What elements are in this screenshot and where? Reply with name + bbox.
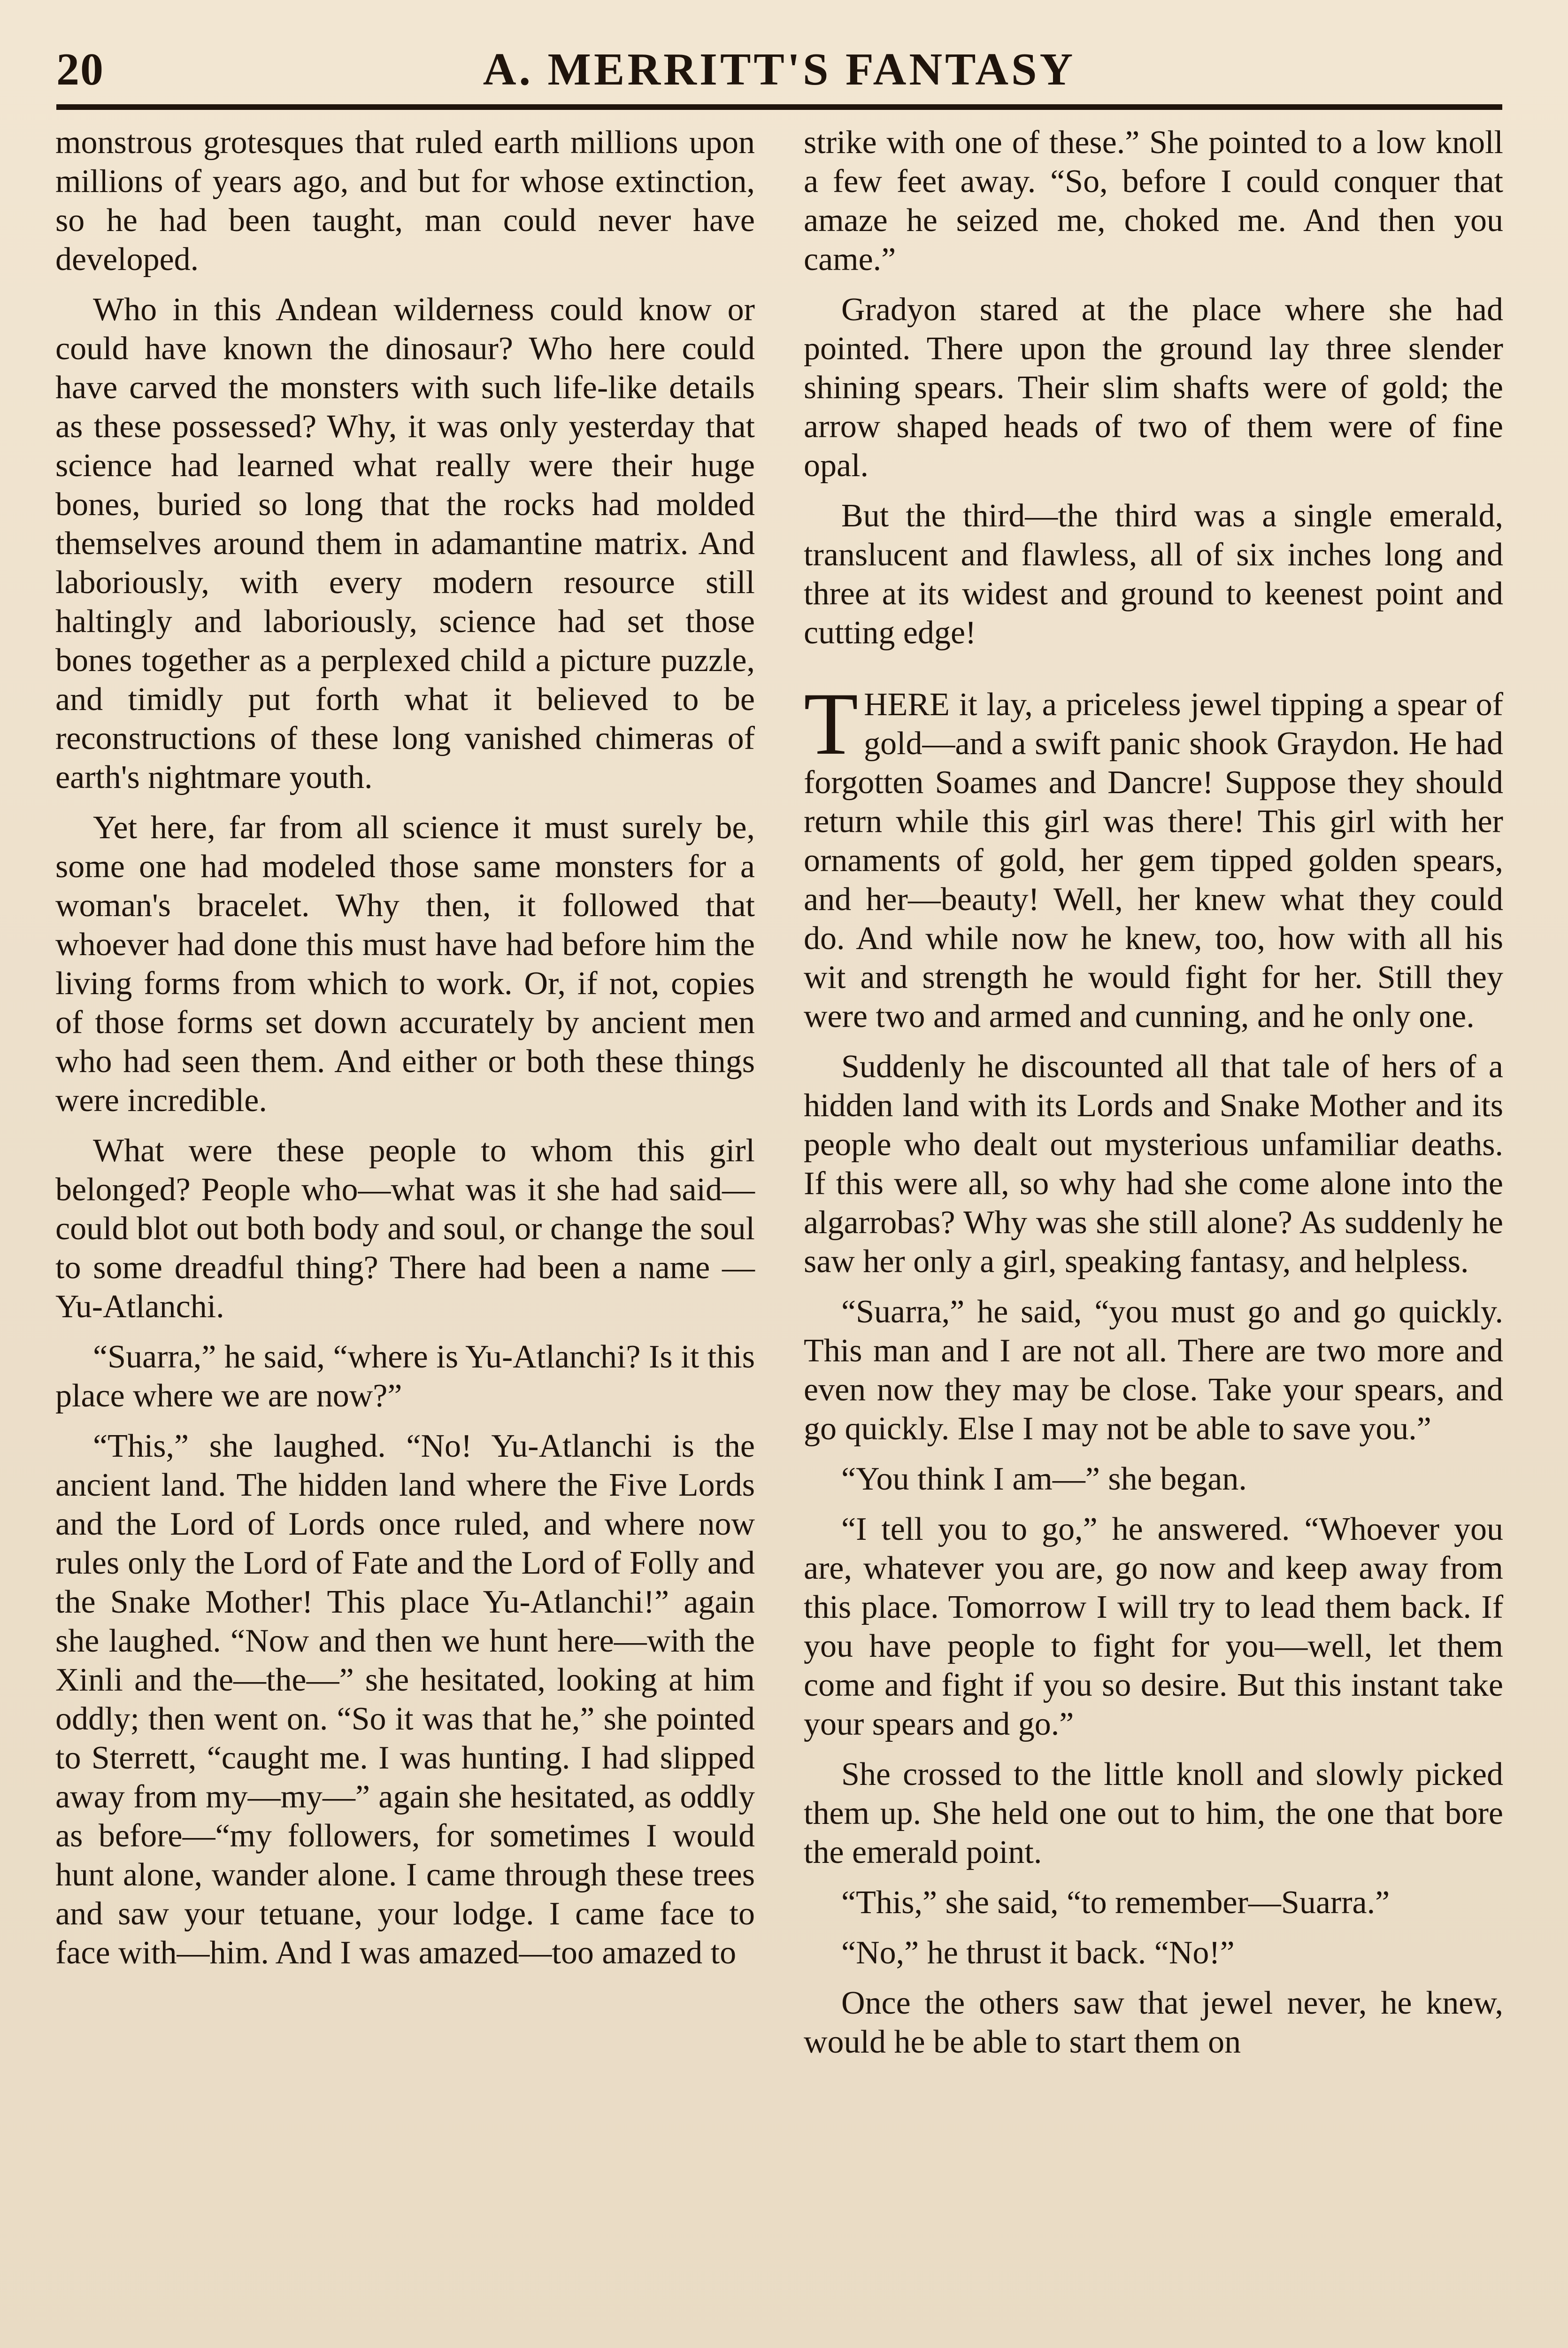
drop-cap: T <box>804 675 859 773</box>
paragraph: “This,” she said, “to remember—Suarra.” <box>841 1885 1390 1921</box>
paragraph: Once the others saw that jewel never, he knew, would he be able to start them on <box>804 1985 1503 2060</box>
section-text: HERE it lay, a priceless jewel tipping a spear of gold—and a swift panic shook Graydon. He had forgotten Soames and Dancre! Suppose they should return while this girl was there! This girl with her ornaments of gold, her gem tipped golden spears, and her—beauty! Well, her knew what they could do. And while now he knew, too, how with all his wit and strength he would fight for her. Still they were two and armed and cunning, and he only one. <box>804 687 1503 1035</box>
paragraph: “I tell you to go,” he answered. “Whoever you are, whatever you are, go now and keep away from this place. Tomorrow I will try to lead them back. If you have people to fight for you—well, let them come and fight if you so desire. But this instant take your spears and go.” <box>804 1511 1503 1742</box>
right-column <box>804 123 1503 2073</box>
paragraph: monstrous grotesques that ruled earth millions upon millions of years ago, and but for whose extinction, so he had been taught, man could never have developed. <box>55 124 755 278</box>
paragraph: strike with one of these.” She pointed to a low knoll a few feet away. “So, before I could conquer that amaze he seized me, choked me. And then you came.” <box>804 124 1503 278</box>
paragraph: “No,” he thrust it back. “No!” <box>841 1935 1235 1971</box>
page-header <box>56 43 1502 110</box>
paragraph: Gradyon stared at the place where she had pointed. There upon the ground lay three slender shining spears. Their slim shafts were of gold; the arrow shaped heads of two of them were of fine opal. <box>804 292 1503 484</box>
page-number: 20 <box>56 44 104 95</box>
paragraph: “This,” she laughed. “No! Yu-Atlanchi is the ancient land. The hidden land where the Five Lords and the Lord of Lords once ruled, and where now rules only the Lord of Fate and the Lord of Folly and the Snake Mother! This place Yu-Atlanchi!” again she laughed. “Now and then we hunt here—with the Xinli and the—the—” she hesitated, looking at him oddly; then went on. “So it was that he,” she pointed to Sterrett, “caught me. I was hunting. I had slipped away from my—my—” again she hesitated, as oddly as before—“my followers, for sometimes I would hunt alone, wander alone. I came through these trees and saw your tetuane, your lodge. I came face to face with—him. And I was amazed—too amazed to <box>55 1428 755 1971</box>
paragraph: “Suarra,” he said, “where is Yu-Atlanchi? Is it this place where we are now?” <box>55 1339 755 1414</box>
paragraph: But the third—the third was a single emerald, translucent and flawless, all of six inches long and three at its widest and ground to keenest point and cutting edge! <box>804 498 1503 651</box>
paragraph: “You think I am—” she began. <box>841 1461 1247 1497</box>
paragraph: What were these people to whom this girl belonged? People who—what was it she had said—could blot out both body and soul, or change the soul to some dreadful thing? There had been a name —Yu-Atlanchi. <box>55 1133 755 1325</box>
paragraph: “Suarra,” he said, “you must go and go quickly. This man and I are not all. There are two more and even now they may be close. Take your spears, and go quickly. Else I may not be able to save you.” <box>804 1294 1503 1447</box>
paragraph: Yet here, far from all science it must surely be, some one had modeled those same monsters for a woman's bracelet. Why then, it followed that whoever had done this must have had before him the living forms from which to work. Or, if not, copies of those forms set down accurately by ancient men who had seen them. And either or both these things were incredible. <box>55 810 755 1119</box>
paragraph: Suddenly he discounted all that tale of hers of a hidden land with its Lords and Snake Mother and its people who dealt out mysterious unfamiliar deaths. If this were all, so why had she come alone into the algarrobas? Why was she still alone? As suddenly he saw her only a girl, speaking fantasy, and helpless. <box>804 1049 1503 1280</box>
section-start-paragraph <box>804 675 1503 1036</box>
running-head: A. MERRITT'S FANTASY <box>483 44 1076 95</box>
paragraph: Who in this Andean wilderness could know or could have known the dinosaur? Who here could have carved the monsters with such life-like details as these possessed? Why, it was only yesterday that science had learned what really were their huge bones, buried so long that the rocks had molded themselves around them in adamantine matrix. And laboriously, with every modern resource still haltingly and laboriously, science had set those bones together as a perplexed child a picture puzzle, and timidly put forth what it believed to be reconstructions of these long vanished chimeras of earth's nightmare youth. <box>55 292 755 796</box>
paragraph: She crossed to the little knoll and slowly picked them up. She held one out to him, the one that bore the emerald point. <box>804 1756 1503 1870</box>
left-column <box>55 123 755 1984</box>
